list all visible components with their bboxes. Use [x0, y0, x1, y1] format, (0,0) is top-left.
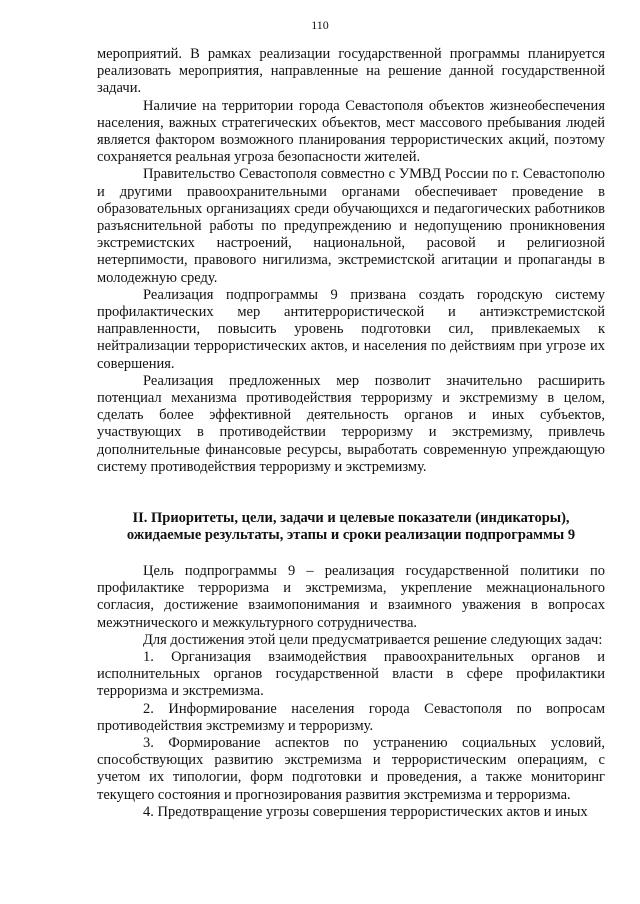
paragraph: Цель подпрограммы 9 – реализация государственной политики по профилактике терроризма и экстремизма, укрепление межнационального согласия, достижение взаимопонимания и взаимного уважения в вопросах межэтнического и межкультурного сотрудничества. — [97, 562, 605, 631]
top-text-block — [97, 46, 605, 476]
task-item: 1. Организация взаимодействия правоохранительных органов и исполнительных органов государственной власти в сфере профилактики терроризма и экстремизма. — [97, 648, 605, 700]
section-heading-line: II. Приоритеты, цели, задачи и целевые показатели (индикаторы), — [132, 510, 570, 527]
section-heading — [97, 510, 605, 545]
paragraph: Реализация подпрограммы 9 призвана создать городскую систему профилактических мер антитеррористической и антиэкстремистской направленности, повысить уровень подготовки сил, привлекаемых к нейтрализации террористических актов, и населения по действиям при угрозе их совершения. — [97, 286, 605, 372]
task-item: 2. Информирование населения города Севастополя по вопросам противодействия экстремизму и терроризму. — [97, 700, 605, 734]
paragraph: Правительство Севастополя совместно с УМВД России по г. Севастополю и другими правоохранительными органами обеспечивает проведение в образовательных организациях среди обучающихся и педагогических работников разъяснительной работы по предупреждению и недопущению проникновения экстремистских настроений, национальной, расовой и религиозной нетерпимости, правового нигилизма, экстремистской агитации и пропаганды в молодежную среду. — [97, 166, 605, 286]
bottom-text-block — [97, 563, 605, 821]
paragraph: мероприятий. В рамках реализации государственной программы планируется реализовать мероприятия, направленные на решение данной государственной задачи. — [97, 46, 605, 97]
task-item: 3. Формирование аспектов по устранению социальных условий, способствующих развитию экстремизма и террористическим операциям, с учетом их типологии, форм подготовки и проведения, а также мониторинг текущего состояния и прогнозирования развития экстремизма и терроризма. — [97, 734, 605, 803]
page-number: 110 — [311, 18, 329, 32]
section-heading-line: ожидаемые результаты, этапы и сроки реализации подпрограммы 9 — [126, 527, 576, 544]
paragraph: Наличие на территории города Севастополя объектов жизнеобеспечения населения, важных стратегических объектов, мест массового пребывания людей является фактором возможного планирования террористических акций, поэтому сохраняется реальная угроза безопасности жителей. — [97, 97, 605, 166]
task-item: 4. Предотвращение угрозы совершения террористических актов и иных — [143, 803, 588, 820]
paragraph: Реализация предложенных мер позволит значительно расширить потенциал механизма противодействия терроризму и экстремизму в целом, сделать более эффективной деятельность органов и иных субъектов, участвующих в противодействии терроризму и экстремизму, привлечь дополнительные финансовые ресурсы, выработать современную упреждающую систему противодействия терроризму и экстремизму. — [97, 372, 605, 475]
document-body — [97, 46, 605, 821]
paragraph: Для достижения этой цели предусматривается решение следующих задач: — [143, 631, 603, 648]
